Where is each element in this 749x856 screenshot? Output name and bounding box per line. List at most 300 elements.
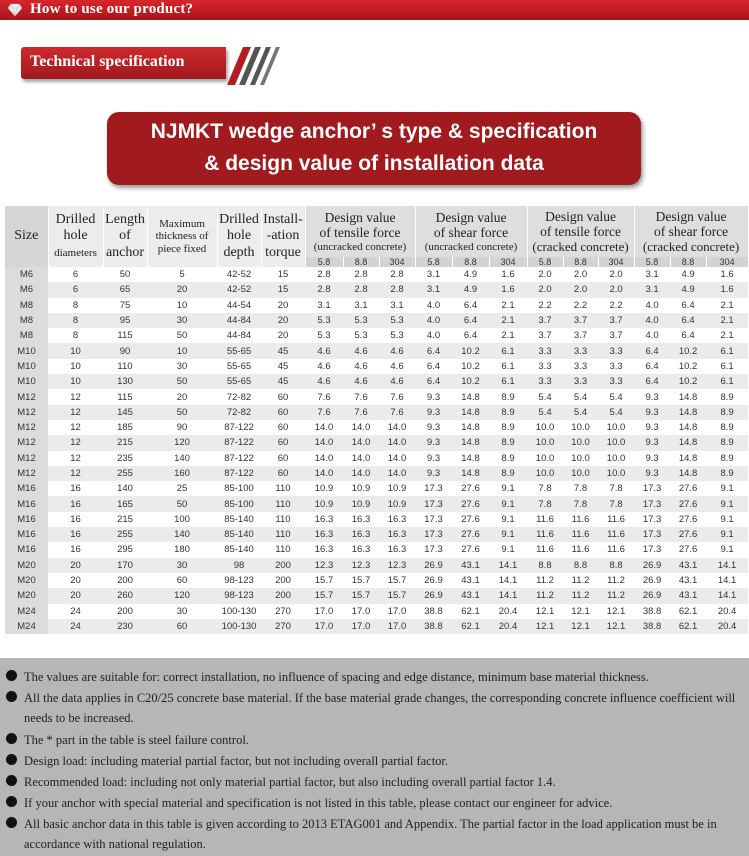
note-text: The * part in the table is steel failure control. (24, 733, 249, 747)
table-cell: 2.1 (489, 298, 527, 313)
table-cell: 17.3 (634, 527, 670, 542)
table-cell: 10.2 (452, 359, 489, 374)
size-cell: M12 (5, 435, 48, 450)
table-cell: 11.6 (563, 512, 598, 527)
table-cell: 2.0 (527, 267, 563, 282)
table-cell: 11.2 (563, 573, 598, 588)
table-cell: 160 (147, 466, 217, 481)
table-cell: 90 (103, 343, 147, 358)
table-cell: 55-65 (217, 343, 261, 358)
table-cell: 9.1 (706, 512, 748, 527)
table-cell: 3.1 (634, 267, 670, 282)
table-cell: 6.4 (452, 298, 489, 313)
table-row (5, 405, 748, 420)
table-cell: 14.0 (343, 466, 379, 481)
table-cell: 62.1 (670, 604, 706, 619)
table-cell: 7.6 (305, 389, 343, 404)
table-cell: 120 (147, 588, 217, 603)
table-cell: 6.1 (706, 359, 748, 374)
table-cell: 10.2 (670, 374, 706, 389)
table-cell: 6.4 (452, 328, 489, 343)
table-cell: 15.7 (343, 588, 379, 603)
table-cell: 7.6 (379, 389, 415, 404)
table-cell: 9.3 (415, 435, 452, 450)
table-cell: 42-52 (217, 267, 261, 282)
header-line: torque (265, 244, 301, 260)
table-row (5, 267, 748, 282)
table-cell: 10.0 (598, 420, 634, 435)
table-cell: 26.9 (415, 558, 452, 573)
table-row (5, 313, 748, 328)
table-cell: 4.6 (305, 359, 343, 374)
table-cell: 10.0 (563, 420, 598, 435)
table-cell: 44-54 (217, 298, 261, 313)
table-cell: 30 (147, 558, 217, 573)
table-cell: 2.2 (598, 298, 634, 313)
table-cell: 14.1 (706, 558, 748, 573)
table-cell: 26.9 (634, 588, 670, 603)
size-cell: M10 (5, 374, 48, 389)
table-cell: 10.0 (598, 451, 634, 466)
table-cell: 16.3 (343, 542, 379, 557)
table-cell: 16.3 (379, 542, 415, 557)
table-cell: 43.1 (670, 588, 706, 603)
table-cell: 12 (48, 420, 103, 435)
table-cell: 14.0 (305, 420, 343, 435)
table-cell: 9.1 (489, 512, 527, 527)
table-cell: 2.8 (305, 282, 343, 297)
table-cell: 12.1 (598, 604, 634, 619)
table-cell: 2.1 (489, 328, 527, 343)
table-cell: 98-123 (217, 588, 261, 603)
table-cell: 8.9 (706, 389, 748, 404)
table-cell: 3.7 (527, 328, 563, 343)
table-cell: 87-122 (217, 420, 261, 435)
table-cell: 27.6 (670, 481, 706, 496)
table-cell: 11.6 (527, 527, 563, 542)
table-cell: 115 (103, 328, 147, 343)
table-cell: 14.8 (670, 451, 706, 466)
table-cell: 8.9 (706, 466, 748, 481)
table-cell: 9.1 (706, 542, 748, 557)
table-cell: 8 (48, 328, 103, 343)
table-row (5, 542, 748, 557)
table-cell: 87-122 (217, 451, 261, 466)
table-cell: 11.6 (598, 542, 634, 557)
table-cell: 5.3 (343, 313, 379, 328)
table-cell: 110 (261, 481, 305, 496)
material-header: 8.8 (452, 257, 489, 267)
table-cell: 26.9 (415, 588, 452, 603)
table-cell: 8.9 (489, 405, 527, 420)
table-cell: 17.0 (379, 604, 415, 619)
table-cell: 10.2 (670, 359, 706, 374)
table-cell: 14.8 (452, 466, 489, 481)
material-header: 8.8 (563, 257, 598, 267)
header-line: piece fixed (157, 242, 207, 255)
table-cell: 140 (103, 481, 147, 496)
table-cell: 10.0 (563, 435, 598, 450)
table-cell: 11.6 (563, 542, 598, 557)
table-cell: 6.4 (415, 374, 452, 389)
header-drilled-hole-diameter (48, 206, 103, 267)
table-cell: 14.8 (670, 466, 706, 481)
table-cell: 4.0 (415, 328, 452, 343)
table-cell: 27.6 (670, 512, 706, 527)
table-cell: 12.3 (305, 558, 343, 573)
table-cell: 20.4 (489, 604, 527, 619)
table-cell: 10.0 (563, 466, 598, 481)
header-line: of tensile force (540, 224, 622, 240)
table-cell: 62.1 (452, 619, 489, 634)
table-cell: 4.6 (343, 343, 379, 358)
size-cell: M16 (5, 527, 48, 542)
table-cell: 5.3 (379, 328, 415, 343)
table-cell: 14.1 (489, 558, 527, 573)
table-cell: 3.3 (563, 343, 598, 358)
table-cell: 72-82 (217, 405, 261, 420)
table-cell: 45 (261, 343, 305, 358)
table-cell: 9.1 (489, 481, 527, 496)
table-cell: 8 (48, 313, 103, 328)
table-cell: 17.3 (634, 496, 670, 511)
table-cell: 4.6 (343, 374, 379, 389)
table-cell: 45 (261, 374, 305, 389)
table-cell: 38.8 (634, 604, 670, 619)
table-cell: 11.6 (527, 542, 563, 557)
table-cell: 9.3 (634, 435, 670, 450)
table-cell: 9.3 (415, 405, 452, 420)
table-cell: 9.3 (415, 389, 452, 404)
note-text: All basic anchor data in this table is given according to 2013 ETAG001 and Appendix. The partial factor in the load application must be in accordance with national regulation. (24, 817, 717, 851)
bullet-icon (6, 670, 17, 681)
header-line: diameters (54, 246, 97, 259)
table-row (5, 512, 748, 527)
table-cell: 55-65 (217, 359, 261, 374)
table-cell: 10.0 (527, 420, 563, 435)
table-cell: 5.4 (563, 405, 598, 420)
table-cell: 6.4 (415, 343, 452, 358)
table-cell: 10 (147, 298, 217, 313)
table-cell: 255 (103, 466, 147, 481)
table-cell: 60 (261, 466, 305, 481)
table-cell: 7.6 (343, 389, 379, 404)
table-cell: 3.7 (598, 313, 634, 328)
table-cell: 10.9 (379, 481, 415, 496)
table-cell: 4.6 (343, 359, 379, 374)
material-header: 304 (489, 257, 527, 267)
section-label: Technical specification (30, 53, 185, 70)
table-cell: 9.3 (415, 420, 452, 435)
table-cell: 14.0 (379, 451, 415, 466)
table-cell: 27.6 (670, 496, 706, 511)
table-cell: 4.6 (379, 359, 415, 374)
spec-table-body (5, 267, 748, 634)
table-cell: 16 (48, 512, 103, 527)
header-line: Length (105, 212, 145, 228)
table-cell: 110 (261, 496, 305, 511)
table-cell: 8.9 (706, 420, 748, 435)
table-cell: 17.3 (634, 542, 670, 557)
table-cell: 10.2 (452, 343, 489, 358)
table-row (5, 298, 748, 313)
table-cell: 11.6 (598, 512, 634, 527)
table-cell: 10.0 (527, 466, 563, 481)
header-shear-cracked (634, 206, 748, 257)
table-cell: 87-122 (217, 466, 261, 481)
table-cell: 14.8 (452, 420, 489, 435)
table-cell: 5.3 (343, 328, 379, 343)
table-cell: 230 (103, 619, 147, 634)
table-cell: 180 (147, 542, 217, 557)
table-cell: 85-140 (217, 527, 261, 542)
table-cell: 100 (147, 512, 217, 527)
table-cell: 130 (103, 374, 147, 389)
table-cell: 10 (48, 343, 103, 358)
table-cell: 43.1 (670, 558, 706, 573)
table-cell: 14.0 (379, 466, 415, 481)
table-cell: 2.0 (598, 267, 634, 282)
header-line: depth (223, 244, 255, 260)
section-tag-box (21, 47, 226, 79)
table-cell: 8.9 (489, 389, 527, 404)
table-cell: 8.9 (489, 435, 527, 450)
table-cell: 10.9 (305, 496, 343, 511)
bullet-icon (6, 817, 17, 828)
table-cell: 30 (147, 359, 217, 374)
table-cell: 6.4 (415, 359, 452, 374)
table-cell: 30 (147, 313, 217, 328)
table-cell: 14.8 (452, 389, 489, 404)
table-cell: 10.0 (527, 435, 563, 450)
table-cell: 1.6 (706, 267, 748, 282)
table-cell: 2.2 (527, 298, 563, 313)
table-cell: 20.4 (489, 619, 527, 634)
table-cell: 170 (103, 558, 147, 573)
size-cell: M12 (5, 389, 48, 404)
table-cell: 17.3 (634, 512, 670, 527)
note-text: Design load: including material partial factor, but not including overall partial factor. (24, 754, 449, 768)
table-cell: 110 (261, 512, 305, 527)
title-box (107, 112, 641, 185)
table-cell: 6 (48, 267, 103, 282)
table-cell: 20 (48, 558, 103, 573)
table-cell: 14.0 (343, 435, 379, 450)
table-cell: 50 (147, 405, 217, 420)
table-cell: 14.1 (489, 588, 527, 603)
table-cell: 4.9 (452, 282, 489, 297)
material-header: 304 (706, 257, 748, 267)
table-row (5, 435, 748, 450)
table-cell: 50 (147, 374, 217, 389)
table-cell: 17.3 (415, 481, 452, 496)
size-cell: M12 (5, 451, 48, 466)
header-line: Install- (263, 212, 303, 228)
table-cell: 7.8 (527, 481, 563, 496)
table-cell: 12 (48, 405, 103, 420)
header-line: Design value (545, 208, 616, 224)
table-cell: 15 (261, 282, 305, 297)
slash-decoration-icon (221, 45, 285, 87)
table-cell: 14.8 (452, 435, 489, 450)
table-cell: 5.3 (379, 313, 415, 328)
table-cell: 295 (103, 542, 147, 557)
table-cell: 17.3 (415, 542, 452, 557)
table-cell: 55-65 (217, 374, 261, 389)
header-line: anchor (105, 244, 145, 260)
table-cell: 6.4 (452, 313, 489, 328)
table-row (5, 282, 748, 297)
table-row (5, 466, 748, 481)
table-cell: 16.3 (343, 527, 379, 542)
table-row (5, 604, 748, 619)
table-cell: 11.6 (563, 527, 598, 542)
size-cell: M12 (5, 420, 48, 435)
table-cell: 11.2 (527, 588, 563, 603)
table-cell: 9.1 (489, 527, 527, 542)
table-cell: 6.4 (670, 328, 706, 343)
size-cell: M8 (5, 313, 48, 328)
table-cell: 165 (103, 496, 147, 511)
table-cell: 17.3 (415, 496, 452, 511)
header-line: Maximum (159, 217, 205, 230)
table-cell: 10.9 (343, 496, 379, 511)
bullet-icon (6, 691, 17, 702)
table-cell: 145 (103, 405, 147, 420)
header-line: Drilled (55, 212, 96, 228)
table-cell: 44-84 (217, 328, 261, 343)
header-line: of (119, 228, 131, 244)
table-cell: 14.0 (305, 435, 343, 450)
table-cell: 16.3 (379, 512, 415, 527)
table-cell: 20 (48, 588, 103, 603)
table-cell: 140 (147, 451, 217, 466)
table-cell: 215 (103, 435, 147, 450)
title-line-1: NJMKT wedge anchor’ s type & specification (150, 120, 598, 143)
bullet-icon (6, 733, 17, 744)
size-cell: M20 (5, 558, 48, 573)
table-cell: 16 (48, 542, 103, 557)
table-cell: 2.8 (305, 267, 343, 282)
table-cell: 100-130 (217, 604, 261, 619)
table-cell: 95 (103, 313, 147, 328)
table-cell: 8.9 (489, 466, 527, 481)
table-cell: 3.1 (415, 267, 452, 282)
table-cell: 5.4 (527, 389, 563, 404)
table-cell: 27.6 (670, 542, 706, 557)
table-row (5, 573, 748, 588)
table-row (5, 374, 748, 389)
table-cell: 27.6 (452, 481, 489, 496)
table-cell: 14.8 (670, 389, 706, 404)
table-cell: 1.6 (706, 282, 748, 297)
table-cell: 6.4 (670, 313, 706, 328)
table-cell: 1.6 (489, 282, 527, 297)
table-cell: 15.7 (379, 588, 415, 603)
size-cell: M20 (5, 573, 48, 588)
table-cell: 14.8 (670, 435, 706, 450)
table-cell: 27.6 (452, 542, 489, 557)
table-cell: 85-140 (217, 512, 261, 527)
table-cell: 98 (217, 558, 261, 573)
header-tensile-cracked (527, 206, 634, 257)
table-row (5, 481, 748, 496)
table-cell: 2.8 (379, 282, 415, 297)
table-cell: 200 (261, 573, 305, 588)
table-cell: 14.0 (343, 451, 379, 466)
table-cell: 20 (261, 328, 305, 343)
table-cell: 16.3 (343, 512, 379, 527)
table-cell: 8 (48, 298, 103, 313)
table-cell: 12 (48, 435, 103, 450)
table-cell: 5 (147, 267, 217, 282)
table-cell: 10 (147, 343, 217, 358)
diamond-icon (8, 3, 22, 17)
bullet-icon (6, 754, 17, 765)
table-cell: 3.7 (598, 328, 634, 343)
table-cell: 26.9 (634, 573, 670, 588)
table-cell: 4.9 (670, 267, 706, 282)
table-cell: 16.3 (379, 527, 415, 542)
table-cell: 7.6 (305, 405, 343, 420)
spec-table (5, 206, 749, 634)
table-row (5, 420, 748, 435)
header-shear-uncracked (415, 206, 527, 257)
table-cell: 10.0 (598, 466, 634, 481)
table-cell: 110 (261, 542, 305, 557)
table-cell: 26.9 (634, 558, 670, 573)
note-text: Recommended load: including not only material partial factor, but also including overall partial factor 1.4. (24, 775, 556, 789)
table-cell: 6.4 (634, 343, 670, 358)
table-cell: 9.1 (489, 496, 527, 511)
table-cell: 60 (147, 619, 217, 634)
table-cell: 26.9 (415, 573, 452, 588)
table-cell: 12.1 (527, 619, 563, 634)
table-cell: 14.1 (706, 573, 748, 588)
table-cell: 3.3 (598, 374, 634, 389)
table-cell: 3.1 (379, 298, 415, 313)
table-cell: 2.0 (527, 282, 563, 297)
table-cell: 8.9 (706, 435, 748, 450)
table-cell: 8.9 (706, 451, 748, 466)
table-cell: 62.1 (452, 604, 489, 619)
table-cell: 27.6 (452, 512, 489, 527)
table-cell: 4.9 (452, 267, 489, 282)
header-line: of shear force (433, 225, 509, 241)
table-cell: 17.3 (415, 527, 452, 542)
table-cell: 4.6 (379, 343, 415, 358)
table-cell: 2.0 (563, 267, 598, 282)
header-sub: (uncracked concrete) (424, 240, 518, 253)
table-cell: 12 (48, 451, 103, 466)
size-cell: M16 (5, 481, 48, 496)
table-cell: 85-140 (217, 542, 261, 557)
table-cell: 200 (261, 558, 305, 573)
table-cell: 87-122 (217, 435, 261, 450)
table-cell: 12.3 (379, 558, 415, 573)
table-cell: 6.4 (634, 359, 670, 374)
table-cell: 7.6 (343, 405, 379, 420)
table-cell: 4.6 (305, 343, 343, 358)
table-cell: 270 (261, 619, 305, 634)
table-cell: 17.0 (343, 604, 379, 619)
table-cell: 16 (48, 527, 103, 542)
size-cell: M6 (5, 282, 48, 297)
table-cell: 3.1 (343, 298, 379, 313)
table-cell: 11.6 (527, 512, 563, 527)
table-cell: 7.8 (563, 496, 598, 511)
section-tag (21, 47, 256, 85)
